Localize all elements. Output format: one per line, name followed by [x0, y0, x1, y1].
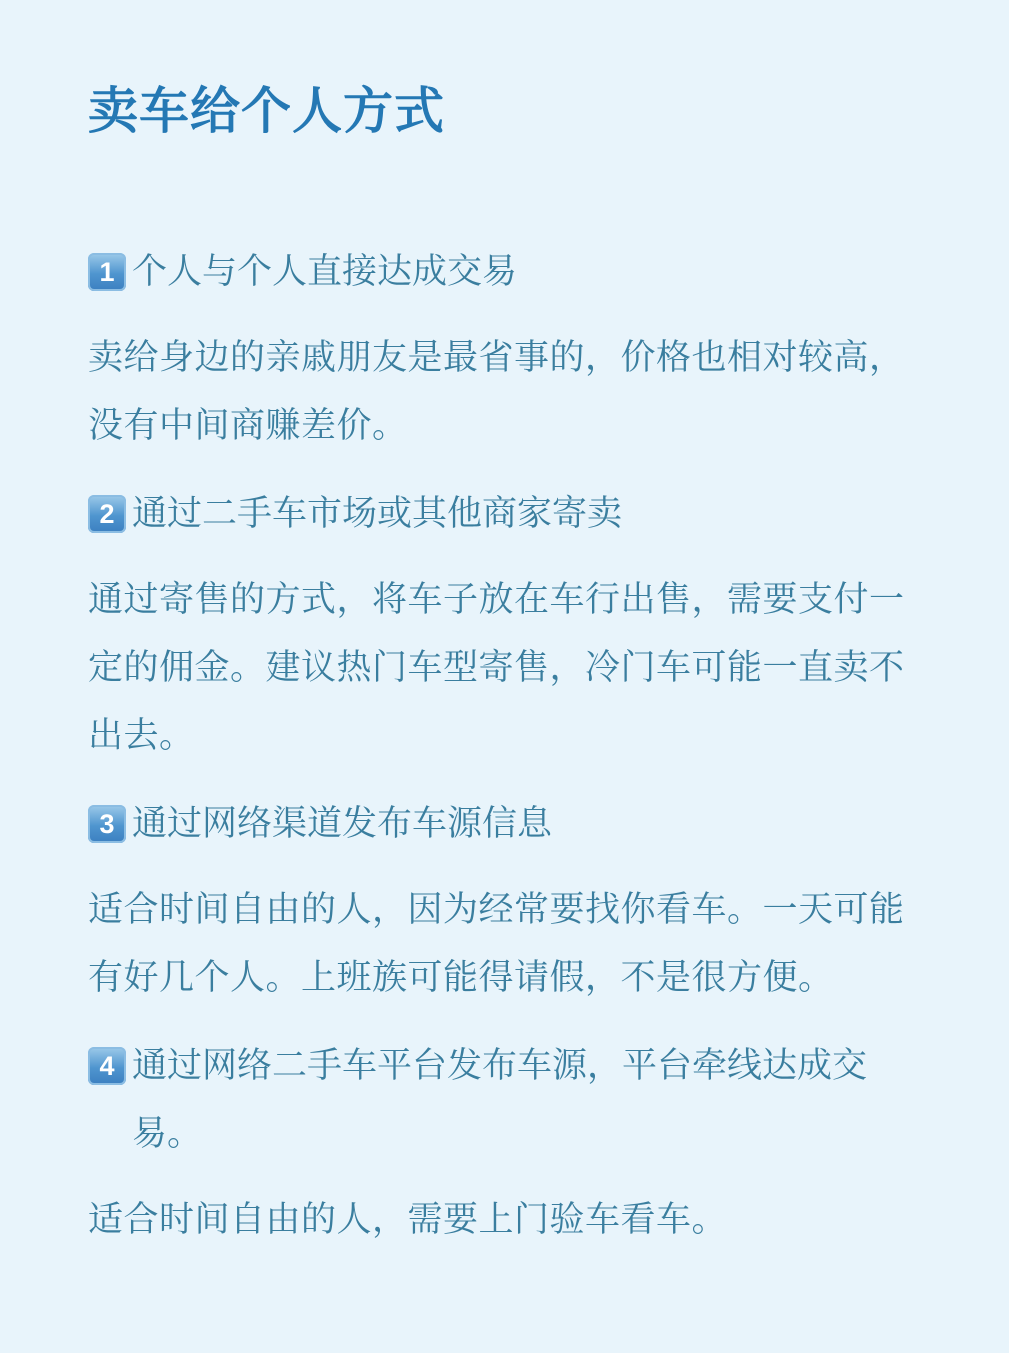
sections — [88, 238, 921, 1254]
section-heading — [88, 238, 921, 306]
section-body: 通过寄售的方式，将车子放在车行出售，需要支付一定的佣金。建议热门车型寄售，冷门车可能一直卖不出去。 — [88, 580, 905, 756]
section-heading-text: 通过网络渠道发布车源信息 — [132, 804, 553, 844]
section-heading — [88, 1032, 921, 1168]
section-heading-text: 通过二手车市场或其他商家寄卖 — [132, 494, 623, 534]
section-body: 卖给身边的亲戚朋友是最省事的，价格也相对较高，没有中间商赚差价。 — [88, 338, 905, 446]
section-3 — [88, 790, 921, 1012]
section-heading-text: 个人与个人直接达成交易 — [132, 252, 518, 292]
section-heading — [88, 480, 921, 548]
keycap-number-icon: 1 — [88, 253, 126, 291]
section-heading-text: 通过网络二手车平台发布车源，平台牵线达成交易。 — [132, 1046, 868, 1154]
page-title: 卖车给个人方式 — [88, 82, 445, 140]
section-2 — [88, 480, 921, 770]
section-body: 适合时间自由的人，需要上门验车看车。 — [88, 1200, 728, 1240]
keycap-number-icon: 3 — [88, 805, 126, 843]
section-1 — [88, 238, 921, 460]
section-4 — [88, 1032, 921, 1254]
keycap-number-icon: 2 — [88, 495, 126, 533]
section-heading — [88, 790, 921, 858]
section-body: 适合时间自由的人，因为经常要找你看车。一天可能有好几个人。上班族可能得请假，不是很方便。 — [88, 890, 905, 998]
keycap-number-icon: 4 — [88, 1047, 126, 1085]
